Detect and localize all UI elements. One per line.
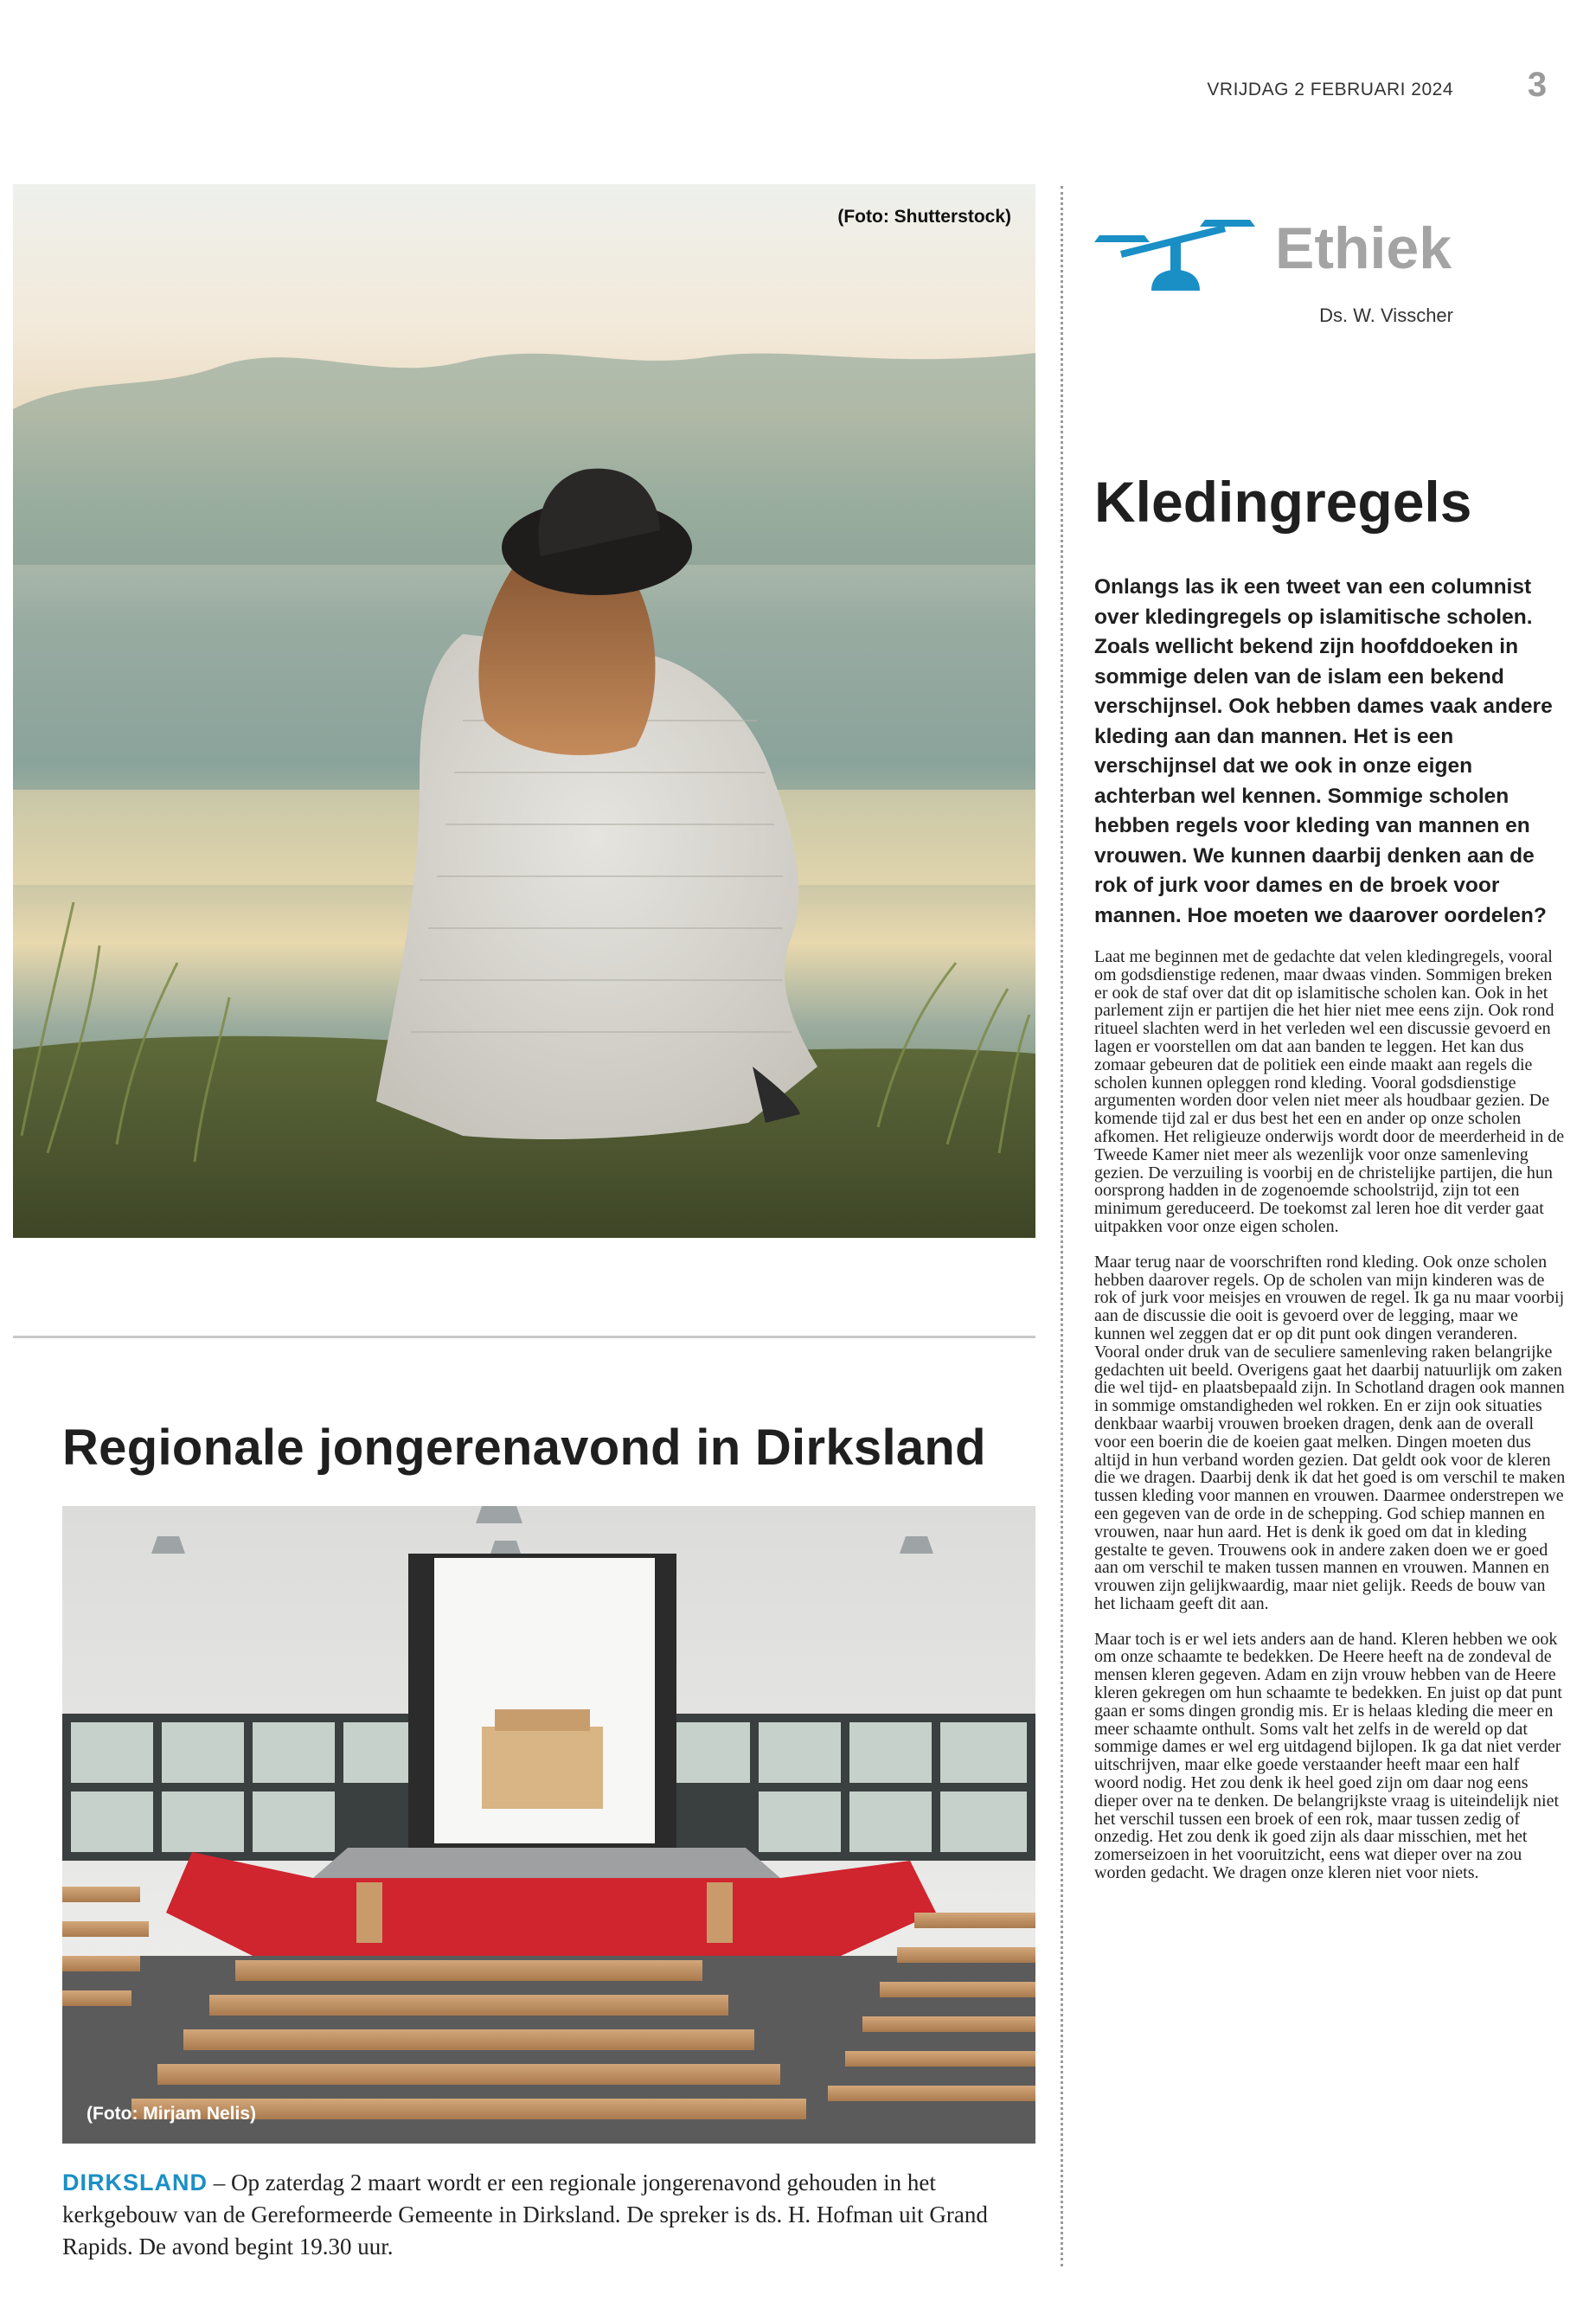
article-text: – Op zaterdag 2 maart wordt er een regionale jongerenavond gehouden in het kerkgebouw van de Gereformeerde Gemeente in Dirksland. De spreker is ds. H. Hofman uit Grand Rapids. De avond begint 19.30 uur. [62, 2170, 988, 2259]
article-headline: Kledingregels [1094, 470, 1472, 534]
article-body [1094, 948, 1566, 1900]
photo-woman-by-lake [13, 184, 1035, 1238]
photo-credit: (Foto: Shutterstock) [837, 207, 1011, 227]
paragraph: Laat me beginnen met de gedachte dat velen kledingregels, vooral om godsdienstige redenen, maar dwaas vinden. Sommigen breken er ook de staf over dat dit op islamitische scholen kan. Ook in het parlement zijn er partijen die het hier niet mee eens zijn. Ook rond ritueel slachten werd in het verleden wel een discussie gevoerd en lagen er voorstellen om dat aan banden te leggen. Het kan dus zomaar gebeuren dat de politiek een einde maakt aan regels die scholen kunnen opleggen rond kleding. Vooral godsdienstige argumenten worden door velen niet meer als houdbaar gezien. De komende tijd zal er dus best het een en ander op onze scholen afkomen. Het religieuze onderwijs wordt door de meerderheid in de Tweede Kamer niet meer als wezenlijk voor onze samenleving gezien. De verzuiling is voorbij en de christelijke partijen, die hun oorsprong hadden in de zogenoemde schoolstrijd, zijn tot een minimum gereduceerd. De toekomst zal leren hoe dit verder gaat uitpakken voor onze eigen scholen. [1094, 947, 1565, 1236]
page-number: 3 [1527, 66, 1548, 104]
article-headline: Regionale jongerenavond in Dirksland [62, 1420, 986, 1476]
section-title: Ethiek [1275, 215, 1452, 281]
photo-credit: (Foto: Mirjam Nelis) [87, 2104, 257, 2124]
church-interior-illustration [62, 1506, 1035, 2144]
dateline: DIRKSLAND [62, 2170, 208, 2195]
article-lead: Onlangs las ik een tweet van een columnist over kledingregels op islamitische scholen. Zoals wellicht bekend zijn hoofddoeken in sommige delen van de islam een bekend verschijnsel. Ook hebben dames vaak andere kleding aan dan mannen. Het is een verschijnsel dat we ook in onze eigen achterban wel kennen. Sommige scholen hebben regels voor kleding van mannen en vrouwen. We kunnen daarbij denken aan de rok of jurk voor dames en de broek voor mannen. Hoe moeten we daarover oordelen? [1094, 575, 1553, 927]
author-byline: Ds. W. Visscher [1319, 304, 1453, 326]
issue-date: VRIJDAG 2 FEBRUARI 2024 [1207, 80, 1453, 99]
photo-church-interior [62, 1506, 1035, 2144]
paragraph: Maar toch is er wel iets anders aan de hand. Kleren hebben we ook om onze schaamte te bedekken. De Heere heeft na de zondeval de mensen kleren gegeven. Adam en zijn vrouw hebben van de Heere kleren gekregen om hun schaamte te bedekken. En juist op dat punt gaan er soms dingen grondig mis. Er is helaas kleding die meer en meer schaamte onthult. Soms valt het zelfs in de wereld op dat sommige dames er wel erg uitdagend bijlopen. Ik ga dat niet verder uitschrijven, maar elke goede verstaander heeft maar een half woord nodig. Het zou denk ik heel goed zijn om daar nog eens dieper over na te denken. De belangrijkste vraag is uiteindelijk niet het verschil tussen een broek of een rok, maar tussen zedig of onzedig. Het zou denk ik goed zijn als daar misschien, met het zomerseizoen in het vooruitzicht, eens wat dieper over na zou worden gedacht. We dragen onze kleren niet voor niets. [1094, 1629, 1562, 1883]
woman-by-lake-illustration [13, 184, 1035, 1238]
column-divider [1061, 186, 1063, 2266]
section-rule [13, 1336, 1035, 1338]
article-body [62, 2167, 1035, 2263]
scales-icon [1094, 216, 1259, 296]
paragraph: Maar terug naar de voorschriften rond kleding. Ook onze scholen hebben daarover regels. Op de scholen van mijn kinderen was de rok of jurk voor meisjes en vrouwen de regel. Ik ga nu maar voorbij aan de discussie die ooit is gevoerd over de legging, maar we kunnen wel zeggen dat er op dit punt ook dingen veranderen. Vooral onder druk van de seculiere samenleving raken belangrijke gedachten uit beeld. Overigens gaat het daarbij natuurlijk om zaken die wel tijd- en plaatsbepaald zijn. In Schotland dragen ook mannen in sommige omstandigheden wel rokken. En er zijn ook situaties denkbaar waarbij vrouwen broeken dragen, denk aan de overall voor een boerin die de koeien gaat melken. Dingen moeten dus altijd in hun verband worden gezien. Dat geldt ook voor de kleren die we dragen. Daarbij denk ik dat het goed is om verschil te maken tussen kleding voor mannen en vrouwen. Daarmee onderstrepen we een gegeven van de orde in de schepping. God schiep mannen en vrouwen, naar hun aard. Het is denk ik goed om dat in kleding gestalte te geven. Trouwens ook in andere zaken doen we er goed aan om verschil te maken tussen mannen en vrouwen. Mannen en vrouwen zijn gelijkwaardig, maar niet gelijk. Reeds de bouw van het lichaam geeft dit aan. [1094, 1252, 1566, 1613]
